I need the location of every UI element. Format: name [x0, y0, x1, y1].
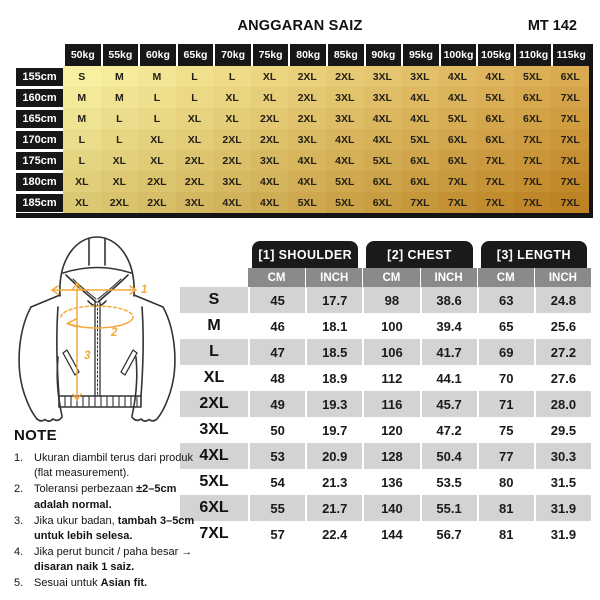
- tab-shoulder: [1] SHOULDER: [252, 241, 358, 268]
- note-title: NOTE: [14, 427, 57, 444]
- measure-value: 45.7: [420, 391, 477, 417]
- measure-value: 47.2: [420, 417, 477, 443]
- size-cell: M: [63, 108, 101, 129]
- note-item: [14, 576, 210, 591]
- product-code: MT 142: [527, 18, 577, 34]
- note-item-text: Toleransi perbezaan ±2–5cm adalah normal.: [34, 483, 177, 511]
- measure-value: 18.5: [305, 339, 362, 365]
- measure-row: [180, 365, 591, 391]
- size-cell: L: [213, 66, 251, 87]
- page-title: ANGGARAN SAIZ: [237, 18, 363, 34]
- size-cell: 4XL: [401, 108, 439, 129]
- measure-value: 45: [248, 287, 305, 313]
- size-cell: 4XL: [476, 66, 514, 87]
- measure-value: 19.7: [305, 417, 362, 443]
- size-cell: 4XL: [364, 129, 402, 150]
- size-cell: 6XL: [439, 150, 477, 171]
- size-cell: XL: [176, 129, 214, 150]
- height-label-cell: 175cm: [16, 152, 63, 170]
- measure-value: 17.7: [305, 287, 362, 313]
- size-cell: L: [63, 150, 101, 171]
- tab-length: [3] LENGTH: [481, 241, 587, 268]
- size-cell: 4XL: [288, 150, 326, 171]
- measure-value: 70: [477, 365, 534, 391]
- size-cell: 2XL: [251, 129, 289, 150]
- size-cell: 7XL: [476, 192, 514, 213]
- size-cell: 6XL: [476, 108, 514, 129]
- size-cell: 6XL: [439, 129, 477, 150]
- tab-chest: [2] CHEST: [366, 241, 472, 268]
- weight-header-cell: 55kg: [103, 44, 139, 66]
- size-cell: 6XL: [364, 171, 402, 192]
- note-item-number: 5.: [14, 577, 24, 590]
- measurement-tabs: [180, 241, 591, 268]
- measure-value: 54: [248, 469, 305, 495]
- weight-header-cell: 95kg: [403, 44, 439, 66]
- grid-corner: [16, 44, 63, 66]
- size-cell: 3XL: [288, 129, 326, 150]
- size-label: S: [208, 291, 220, 308]
- size-cell: 3XL: [401, 66, 439, 87]
- measure-value: 81: [477, 495, 534, 521]
- measure-value: 31.5: [534, 469, 591, 495]
- measure-value: 18.1: [305, 313, 362, 339]
- size-cell: XL: [251, 87, 289, 108]
- size-cell: 7XL: [551, 171, 589, 192]
- unit-header-cm: CM: [248, 268, 305, 287]
- size-label: 5XL: [199, 473, 229, 490]
- note-item-text: Sesuai untuk Asian fit.: [34, 577, 148, 590]
- measure-row: [180, 339, 591, 365]
- size-cell: 7XL: [514, 192, 552, 213]
- height-label-cell: 160cm: [16, 89, 63, 107]
- size-cell: 2XL: [176, 150, 214, 171]
- diagram-label-1: 1: [141, 284, 148, 296]
- size-cell: L: [138, 87, 176, 108]
- unit-header-inch: INCH: [420, 268, 477, 287]
- size-label: 6XL: [199, 499, 229, 516]
- measure-row: [180, 443, 591, 469]
- size-cell: XL: [213, 87, 251, 108]
- size-estimate-table: [16, 44, 593, 218]
- measure-value: 65: [477, 313, 534, 339]
- measurement-table: [180, 241, 591, 547]
- measure-value: 50.4: [420, 443, 477, 469]
- length-arrow: [73, 283, 81, 400]
- measure-value: 80: [477, 469, 534, 495]
- weight-header-cell: 60kg: [140, 44, 176, 66]
- height-label-cell: 155cm: [16, 68, 63, 86]
- measure-row: [180, 521, 591, 547]
- size-cell: 2XL: [138, 171, 176, 192]
- size-cell: XL: [63, 171, 101, 192]
- measure-value: 120: [362, 417, 419, 443]
- note-item: [14, 545, 210, 575]
- weight-header-cell: 75kg: [253, 44, 289, 66]
- note-item: [14, 451, 210, 481]
- size-cell: 6XL: [514, 108, 552, 129]
- measure-value: 116: [362, 391, 419, 417]
- size-cell: 7XL: [476, 171, 514, 192]
- unit-header-cm: CM: [477, 268, 534, 287]
- measure-value: 63: [477, 287, 534, 313]
- size-cell: 7XL: [551, 108, 589, 129]
- size-cell: 3XL: [326, 87, 364, 108]
- measure-value: 24.8: [534, 287, 591, 313]
- size-cell: 3XL: [176, 192, 214, 213]
- size-cell: 4XL: [251, 192, 289, 213]
- weight-header-cell: 85kg: [328, 44, 364, 66]
- unit-header-inch: INCH: [305, 268, 362, 287]
- size-cell: 4XL: [251, 171, 289, 192]
- size-cell: 4XL: [326, 129, 364, 150]
- size-cell: 2XL: [288, 108, 326, 129]
- weight-header-cell: 115kg: [553, 44, 589, 66]
- measure-value: 53.5: [420, 469, 477, 495]
- size-cell: 5XL: [288, 192, 326, 213]
- measure-value: 21.7: [305, 495, 362, 521]
- size-cell: S: [63, 66, 101, 87]
- measure-value: 47: [248, 339, 305, 365]
- measure-value: 29.5: [534, 417, 591, 443]
- measure-value: 22.4: [305, 521, 362, 547]
- size-cell: 4XL: [401, 87, 439, 108]
- size-cell: L: [176, 87, 214, 108]
- diagram-label-3: 3: [84, 350, 91, 362]
- size-cell: L: [63, 129, 101, 150]
- size-cell: 7XL: [551, 129, 589, 150]
- note-item-number: 2.: [14, 483, 24, 496]
- size-cell: L: [176, 66, 214, 87]
- measure-value: 38.6: [420, 287, 477, 313]
- size-cell: M: [138, 66, 176, 87]
- size-cell: 5XL: [476, 87, 514, 108]
- measure-row: [180, 469, 591, 495]
- measure-value: 30.3: [534, 443, 591, 469]
- measure-value: 112: [362, 365, 419, 391]
- size-cell: 3XL: [326, 108, 364, 129]
- measure-value: 98: [362, 287, 419, 313]
- note-item-text: Ukuran diambil terus dari produk (flat measurement).: [34, 452, 193, 480]
- measure-value: 106: [362, 339, 419, 365]
- note-item-number: 1.: [14, 452, 24, 464]
- size-cell: 7XL: [551, 150, 589, 171]
- jacket-outline: [19, 237, 175, 421]
- size-cell: 3XL: [364, 66, 402, 87]
- size-cell: XL: [138, 129, 176, 150]
- measure-value: 44.1: [420, 365, 477, 391]
- size-cell: 3XL: [364, 87, 402, 108]
- measure-value: 28.0: [534, 391, 591, 417]
- size-cell: M: [101, 87, 139, 108]
- size-cell: 7XL: [476, 150, 514, 171]
- measure-value: 21.3: [305, 469, 362, 495]
- shoulder-arrow: [52, 286, 136, 294]
- weight-header-cell: 50kg: [65, 44, 101, 66]
- measure-value: 49: [248, 391, 305, 417]
- height-label-cell: 170cm: [16, 131, 63, 149]
- weight-header-cell: 105kg: [478, 44, 514, 66]
- weight-header-cell: 70kg: [215, 44, 251, 66]
- size-cell: L: [138, 108, 176, 129]
- measure-value: 75: [477, 417, 534, 443]
- size-cell: XL: [101, 171, 139, 192]
- measure-value: 50: [248, 417, 305, 443]
- measure-value: 136: [362, 469, 419, 495]
- note-item-number: 4.: [14, 546, 24, 559]
- size-cell: 7XL: [514, 171, 552, 192]
- note-item-text: Jika ukur badan, tambah 3–5cm untuk lebih selesa.: [34, 514, 195, 542]
- size-cell: 5XL: [326, 171, 364, 192]
- size-cell: 2XL: [251, 108, 289, 129]
- size-cell: 5XL: [439, 108, 477, 129]
- measure-row: [180, 313, 591, 339]
- size-label: L: [209, 343, 219, 360]
- size-label: 2XL: [199, 395, 229, 412]
- measure-value: 55.1: [420, 495, 477, 521]
- measure-row: [180, 391, 591, 417]
- size-cell: 4XL: [213, 192, 251, 213]
- size-label: XL: [203, 369, 225, 386]
- size-cell: 7XL: [439, 192, 477, 213]
- size-cell: 4XL: [326, 150, 364, 171]
- size-cell: M: [63, 87, 101, 108]
- measure-row: [180, 417, 591, 443]
- measure-value: 41.7: [420, 339, 477, 365]
- measure-value: 57: [248, 521, 305, 547]
- size-cell: 7XL: [401, 192, 439, 213]
- size-cell: 2XL: [288, 66, 326, 87]
- unit-header-row: [180, 268, 591, 287]
- measure-value: 19.3: [305, 391, 362, 417]
- measure-value: 55: [248, 495, 305, 521]
- size-cell: 4XL: [288, 171, 326, 192]
- measure-value: 39.4: [420, 313, 477, 339]
- measure-value: 100: [362, 313, 419, 339]
- note-item-number: 3.: [14, 514, 24, 527]
- measure-value: 31.9: [534, 495, 591, 521]
- size-cell: 3XL: [251, 150, 289, 171]
- unit-header-inch: INCH: [534, 268, 591, 287]
- measure-value: 128: [362, 443, 419, 469]
- size-cell: 2XL: [138, 192, 176, 213]
- weight-header-cell: 100kg: [441, 44, 477, 66]
- size-cell: XL: [176, 108, 214, 129]
- size-cell: 2XL: [213, 129, 251, 150]
- height-label-cell: 185cm: [16, 194, 63, 212]
- measure-value: 140: [362, 495, 419, 521]
- height-label-cell: 180cm: [16, 173, 63, 191]
- size-label: 7XL: [199, 525, 229, 542]
- size-cell: 2XL: [176, 171, 214, 192]
- size-label: M: [207, 317, 221, 334]
- measure-value: 69: [477, 339, 534, 365]
- measure-value: 27.2: [534, 339, 591, 365]
- size-cell: 5XL: [514, 66, 552, 87]
- size-cell: 5XL: [326, 192, 364, 213]
- size-cell: XL: [213, 108, 251, 129]
- size-cell: 4XL: [439, 66, 477, 87]
- note-item: [14, 514, 210, 544]
- measure-value: 31.9: [534, 521, 591, 547]
- size-cell: 7XL: [514, 129, 552, 150]
- size-cell: 2XL: [326, 66, 364, 87]
- size-cell: 6XL: [476, 129, 514, 150]
- size-cell: 5XL: [401, 129, 439, 150]
- measure-value: 25.6: [534, 313, 591, 339]
- measure-row: [180, 495, 591, 521]
- weight-header-cell: 65kg: [178, 44, 214, 66]
- note-item-text: Jika perut buncit / paha besar → disaran naik 1 saiz.: [34, 546, 193, 574]
- size-cell: 3XL: [213, 171, 251, 192]
- size-cell: 7XL: [439, 171, 477, 192]
- size-cell: 2XL: [288, 87, 326, 108]
- size-cell: L: [101, 129, 139, 150]
- measure-value: 81: [477, 521, 534, 547]
- size-cell: 6XL: [401, 150, 439, 171]
- note-item: [14, 482, 210, 512]
- size-cell: 2XL: [213, 150, 251, 171]
- size-label: 3XL: [199, 421, 229, 438]
- measure-value: 56.7: [420, 521, 477, 547]
- weight-header-cell: 90kg: [366, 44, 402, 66]
- size-cell: XL: [251, 66, 289, 87]
- unit-header-cm: CM: [362, 268, 419, 287]
- measure-value: 20.9: [305, 443, 362, 469]
- size-cell: 4XL: [364, 108, 402, 129]
- measure-value: 53: [248, 443, 305, 469]
- size-cell: 6XL: [551, 66, 589, 87]
- size-cell: 7XL: [551, 87, 589, 108]
- measure-value: 77: [477, 443, 534, 469]
- size-cell: XL: [101, 150, 139, 171]
- size-cell: 6XL: [364, 192, 402, 213]
- weight-header-cell: 80kg: [290, 44, 326, 66]
- diagram-label-2: 2: [111, 327, 118, 339]
- size-cell: XL: [138, 150, 176, 171]
- size-cell: 5XL: [364, 150, 402, 171]
- measure-value: 27.6: [534, 365, 591, 391]
- size-cell: 7XL: [514, 150, 552, 171]
- size-cell: 6XL: [514, 87, 552, 108]
- size-cell: 2XL: [101, 192, 139, 213]
- measure-value: 71: [477, 391, 534, 417]
- measure-value: 48: [248, 365, 305, 391]
- size-cell: XL: [63, 192, 101, 213]
- weight-header-cell: 110kg: [516, 44, 552, 66]
- measure-value: 144: [362, 521, 419, 547]
- measure-value: 46: [248, 313, 305, 339]
- size-label: 4XL: [199, 447, 229, 464]
- measure-value: 18.9: [305, 365, 362, 391]
- note-section: [14, 427, 210, 593]
- measure-row: [180, 287, 591, 313]
- size-cell: 4XL: [439, 87, 477, 108]
- size-cell: 6XL: [401, 171, 439, 192]
- size-cell: 7XL: [551, 192, 589, 213]
- size-cell: M: [101, 66, 139, 87]
- height-label-cell: 165cm: [16, 110, 63, 128]
- size-cell: L: [101, 108, 139, 129]
